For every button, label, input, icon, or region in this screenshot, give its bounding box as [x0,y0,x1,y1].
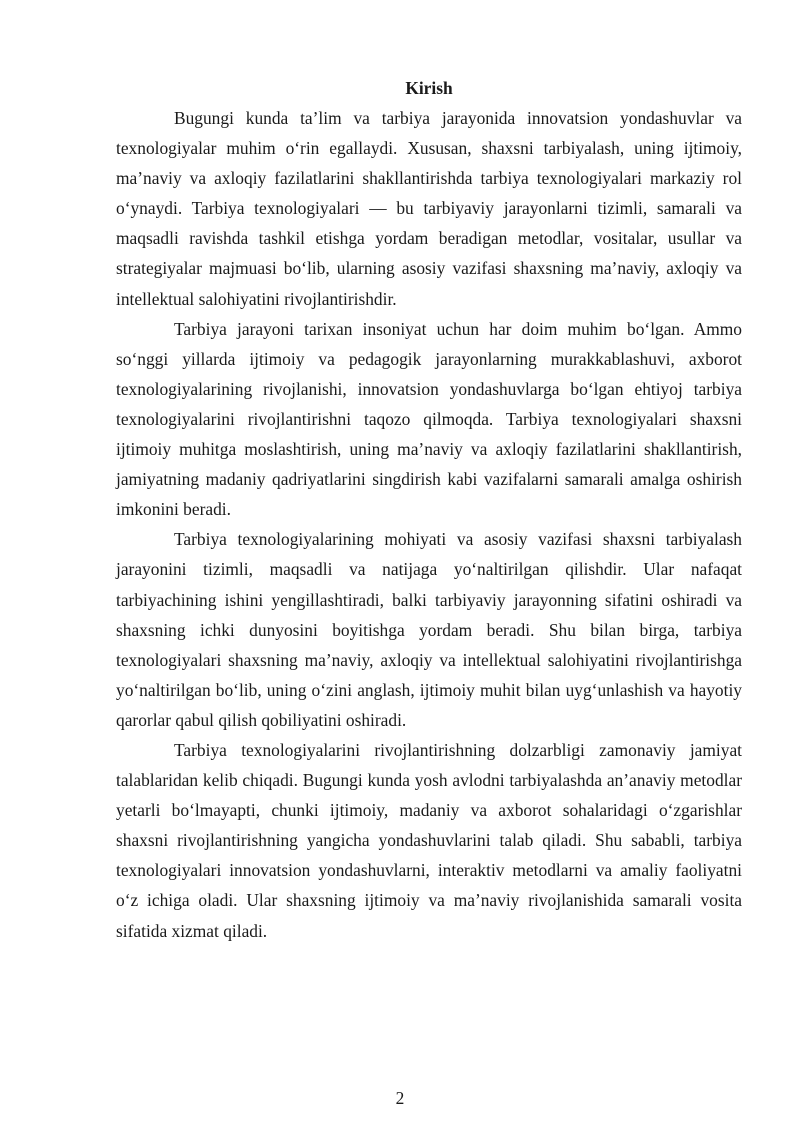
paragraph-3: Tarbiya texnologiyalarining mohiyati va asosiy vazifasi shaxsni tarbiyalash jarayonini tizimli, maqsadli va natijaga yo‘naltirilgan qilishdir. Ular nafaqat tarbiyachining ishini yengillashtiradi, balki tarbiyaviy jarayonning sifatini oshiradi va shaxsning ichki dunyosini boyitishga yordam beradi. Shu bilan birga, tarbiya texnologiyalari shaxsning ma’naviy, axloqiy va intellektual salohiyatini rivojlantirishga yo‘naltirilgan bo‘lib, uning o‘zini anglash, ijtimoiy muhit bilan uyg‘unlashish va hayotiy qarorlar qabul qilish qobiliyatini oshiradi. [116,529,742,730]
paragraph-1: Bugungi kunda ta’lim va tarbiya jarayonida innovatsion yondashuvlar va texnologiyalar muhim o‘rin egallaydi. Xususan, shaxsni tarbiyalash, uning ijtimoiy, ma’naviy va axloqiy fazilatlarini shakllantirishda tarbiya texnologiyalari markaziy rol o‘ynaydi. Tarbiya texnologiyalari — bu tarbiyaviy jarayonlarni tizimli, samarali va maqsadli ravishda tashkil etishga yordam beradigan metodlar, vositalar, usullar va strategiyalar majmuasi bo‘lib, ularning asosiy vazifasi shaxsning ma’naviy, axloqiy va intellektual salohiyatini rivojlantirishdir. [116,108,742,309]
paragraph-4: Tarbiya texnologiyalarini rivojlantirishning dolzarbligi zamonaviy jamiyat talablaridan kelib chiqadi. Bugungi kunda yosh avlodni tarbiyalashda an’anaviy metodlar yetarli bo‘lmayapti, chunki ijtimoiy, madaniy va axborot sohalaridagi o‘zgarishlar shaxsni rivojlantirishning yangicha yondashuvlarini talab qiladi. Shu sababli, tarbiya texnologiyalari innovatsion yondashuvlarni, interaktiv metodlarni va amaliy faoliyatni o‘z ichiga oladi. Ular shaxsning ijtimoiy va ma’naviy rivojlanishida samarali vosita sifatida xizmat qiladi. [116,739,742,941]
paragraph-2: Tarbiya jarayoni tarixan insoniyat uchun har doim muhim bo‘lgan. Ammo so‘nggi yillarda ijtimoiy va pedagogik jarayonlarning murakkablashuvi, axborot texnologiyalarining rivojlanishi, innovatsion yondashuvlarga bo‘lgan ehtiyoj tarbiya texnologiyalarini rivojlantirishni taqozo qilmoqda. Tarbiya texnologiyalari shaxsni ijtimoiy muhitga moslashtirish, uning ma’naviy va axloqiy fazilatlarini shakllantirish, jamiyatning madaniy qadriyatlarini singdirish kabi vazifalarni samarali amalga oshirish imkonini beradi. [116,318,742,520]
page-body [116,76,742,946]
page-number: 2 [395,1088,405,1108]
section-title: Kirish [405,78,453,98]
